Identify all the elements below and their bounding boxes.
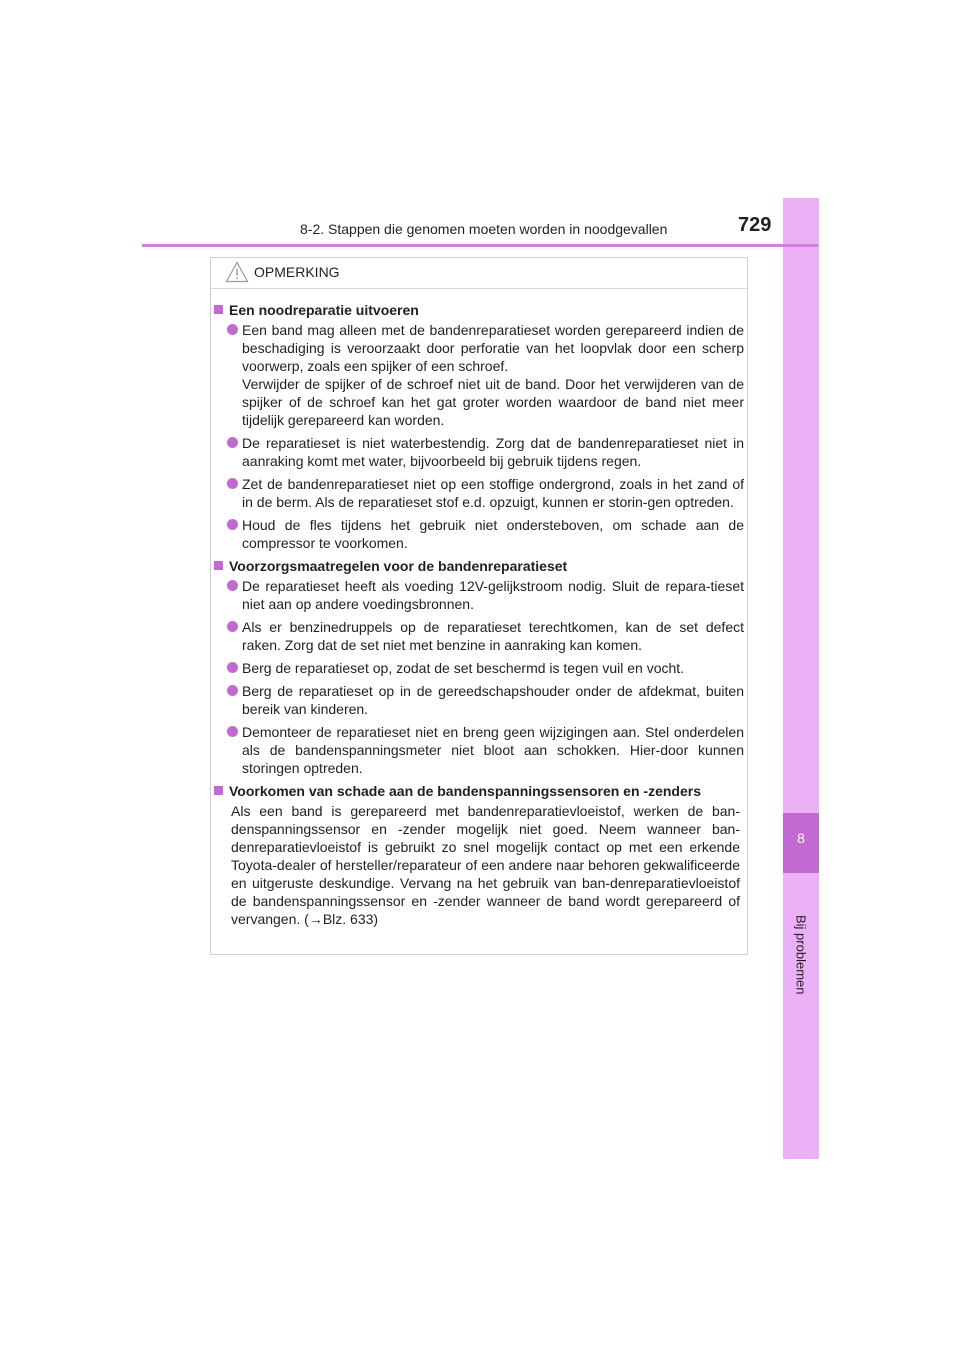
section-heading-text: Een noodreparatie uitvoeren: [229, 302, 419, 318]
round-bullet-icon: [227, 519, 238, 530]
notice-title: OPMERKING: [254, 264, 340, 280]
square-bullet-icon: [214, 305, 223, 314]
list-item: [214, 682, 744, 718]
list-item-text: Berg de reparatieset op, zodat de set beschermd is tegen vuil en vocht.: [242, 660, 685, 676]
round-bullet-icon: [227, 662, 238, 673]
list-item: [214, 516, 744, 552]
square-bullet-icon: [214, 786, 223, 795]
list-item-text: Berg de reparatieset op in de gereedschapshouder onder de afdekmat, buiten bereik van kinderen.: [242, 683, 744, 717]
list-item: [214, 659, 744, 677]
round-bullet-icon: [227, 580, 238, 591]
section-heading-text: Voorkomen van schade aan de bandenspanningssensoren en -zenders: [229, 783, 701, 799]
notice-header: [211, 258, 747, 289]
notice-section: [214, 301, 744, 552]
notice-body: [214, 301, 744, 932]
round-bullet-icon: [227, 726, 238, 737]
section-heading: [214, 782, 744, 800]
list-item: [214, 475, 744, 511]
section-paragraph: Als een band is gerepareerd met bandenreparatievloeistof, werken de ban-denspanningssensor en -zender mogelijk niet goed. Neem wanneer ban-denreparatievloeistof is gebruikt zo snel mogelijk contact op met een erkende Toyota-dealer of hersteller/reparateur of een andere naar behoren gekwalificeerde en uitgeruste deskundige. Vervang na het gebruik van ban-denreparatievloeistof de bandenspanningssensor en -zender wanneer de band wordt gerepareerd of vervangen. (→Blz. 633): [231, 803, 740, 927]
list-item: [214, 321, 744, 429]
section-heading: [214, 557, 744, 575]
section-heading: [214, 301, 744, 319]
list-item-text: Een band mag alleen met de bandenreparatieset worden gerepareerd indien de beschadiging is veroorzaakt door perforatie van het loopvlak door een scherp voorwerp, zoals een spijker of een schroef.: [242, 322, 744, 374]
notice-section: [214, 782, 744, 928]
list-item-text: De reparatieset is niet waterbestendig. Zorg dat de bandenreparatieset niet in aanraking komt met water, bijvoorbeeld bij gebruik tijdens regen.: [242, 435, 744, 469]
round-bullet-icon: [227, 437, 238, 448]
notice-section: [214, 557, 744, 777]
list-item-text: Zet de bandenreparatieset niet op een stoffige ondergrond, zoals in het zand of in de berm. Als de reparatieset stof e.d. opzuigt, kunnen er storin-gen optreden.: [242, 476, 744, 510]
section-title: 8-2. Stappen die genomen moeten worden in noodgevallen: [300, 221, 668, 237]
list-item: [214, 577, 744, 613]
notice-box: [210, 257, 748, 955]
list-item: [214, 723, 744, 777]
round-bullet-icon: [227, 324, 238, 335]
list-item: [214, 618, 744, 654]
chapter-label: Bij problemen: [793, 915, 809, 995]
round-bullet-icon: [227, 478, 238, 489]
list-item-text: Demonteer de reparatieset niet en breng geen wijzigingen aan. Stel onderdelen als de bandenspanningsmeter niet bloot aan schokken. Hier-door kunnen storingen optreden.: [242, 724, 744, 776]
list-item-text: Houd de fles tijdens het gebruik niet ondersteboven, om schade aan de compressor te voorkomen.: [242, 517, 744, 551]
square-bullet-icon: [214, 561, 223, 570]
page-number: 729: [738, 214, 772, 236]
list-item-text: Verwijder de spijker of de schroef niet uit de band. Door het verwijderen van de spijker of de schroef kan het gat groter worden waardoor de band niet meer tijdelijk gerepareerd kan worden.: [242, 376, 744, 428]
round-bullet-icon: [227, 621, 238, 632]
round-bullet-icon: [227, 685, 238, 696]
warning-triangle-icon: [225, 261, 249, 288]
chapter-side-tab: [783, 198, 819, 1159]
chapter-number: 8: [797, 830, 805, 846]
list-item: [214, 434, 744, 470]
list-item-text: Als er benzinedruppels op de reparatieset terechtkomen, kan de set defect raken. Zorg dat de set niet met benzine in aanraking kan komen.: [242, 619, 744, 653]
header-rule: [142, 244, 818, 247]
list-item-text: De reparatieset heeft als voeding 12V-gelijkstroom nodig. Sluit de repara-tieset niet aan op andere voedingsbronnen.: [242, 578, 744, 612]
section-heading-text: Voorzorgsmaatregelen voor de bandenreparatieset: [229, 558, 568, 574]
